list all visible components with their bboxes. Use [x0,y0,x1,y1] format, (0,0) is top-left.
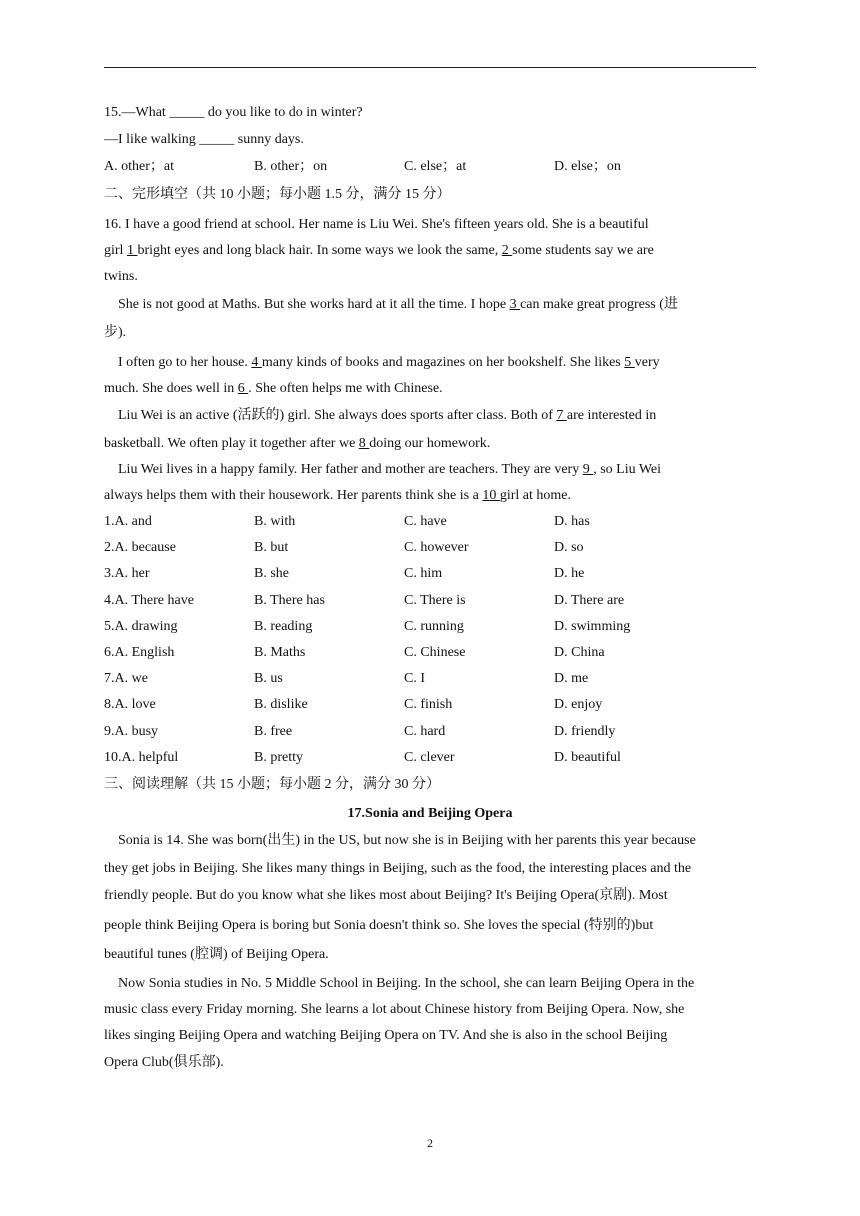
section2-heading: 二、完形填空（共 10 小题；每小题 1.5 分，满分 15 分） [104,187,451,202]
cloze-q8-option-a: 8.A. love [104,697,156,713]
cloze-q1-option-b: B. with [254,514,296,529]
passage1-line-1: 16. I have a good friend at school. Her name is Liu Wei. She's fifteen years old. She is a beautiful [104,217,649,232]
cloze-q9-option-b: B. free [254,723,293,739]
blank-3: 3 [509,297,521,312]
cloze-q4-option-b: B. There has [254,592,325,608]
reading-line-6: Now Sonia studies in No. 5 Middle School in Beijing. In the school, she can learn Beijing Opera in the [118,976,695,991]
q15-option-a: A. other；at [104,159,174,174]
blank-1: 1 [126,243,138,258]
q15-option-b: B. other；on [254,159,328,174]
passage4-line-2: basketball. We often play it together after we 8 doing our homework. [104,436,491,451]
cloze-q10-option-d: D. beautiful [554,749,621,765]
passage2-line-1: She is not good at Maths. But she works hard at it all the time. I hope 3 can make great progress (进 [118,297,678,312]
page-number: 2 [427,1136,433,1150]
reading-line-7: music class every Friday morning. She learns a lot about Chinese history from Beijing Opera. Now, she [104,1002,685,1017]
cloze-q9-option-a: 9.A. busy [104,723,159,739]
cloze-q2-option-a: 2.A. because [104,540,176,556]
header-rule [104,67,756,68]
q15-option-d: D. else；on [554,159,621,174]
cloze-q3-option-d: D. he [554,566,585,582]
cloze-q10-option-c: C. clever [404,749,455,765]
passage3-line-1: I often go to her house. 4 many kinds of books and magazines on her bookshelf. She likes 5 very [118,355,660,370]
cloze-q4-option-c: C. There is [404,592,466,608]
blank-8: 8 [358,436,370,451]
cloze-q5-option-b: B. reading [254,618,313,634]
blank-9: 9 [582,462,594,477]
reading-line-8: likes singing Beijing Opera and watching Beijing Opera on TV. And she is also in the school Beijing [104,1028,668,1043]
cloze-q5-option-a: 5.A. drawing [104,618,178,634]
cloze-q7-option-a: 7.A. we [104,671,148,687]
cloze-q9-option-c: C. hard [404,723,446,739]
cloze-q1-option-c: C. have [404,514,447,529]
reading-line-4: people think Beijing Opera is boring but Sonia doesn't think so. She loves the special (特别的)but [104,918,654,933]
cloze-q6-option-d: D. China [554,645,605,660]
cloze-q8-option-b: B. dislike [254,697,308,713]
cloze-q2-option-b: B. but [254,540,289,556]
cloze-q3-option-c: C. him [404,566,443,582]
passage5-line-2: always helps them with their housework. Her parents think she is a 10 girl at home. [104,488,571,503]
cloze-q1-option-a: 1.A. and [104,514,152,529]
blank-5: 5 [624,355,635,370]
reading-line-5: beautiful tunes (腔调) of Beijing Opera. [104,947,329,962]
cloze-q7-option-c: C. I [404,671,425,687]
passage2-line-2: 步). [104,325,127,340]
cloze-q5-option-c: C. running [404,618,464,634]
cloze-q6-option-b: B. Maths [254,645,306,660]
reading-line-1: Sonia is 14. She was born(出生) in the US, but now she is in Beijing with her parents this year because [118,833,696,848]
reading-title: 17.Sonia and Beijing Opera [347,806,513,821]
cloze-q3-option-b: B. she [254,566,289,582]
cloze-q4-option-d: D. There are [554,592,625,608]
blank-10: 10 [482,488,500,503]
passage1-line-3: twins. [104,269,138,284]
cloze-q7-option-d: D. me [554,671,589,687]
cloze-q6-option-a: 6.A. English [104,645,175,660]
cloze-q2-option-c: C. however [404,540,469,556]
cloze-q3-option-a: 3.A. her [104,566,150,582]
cloze-q10-option-b: B. pretty [254,749,303,765]
reading-line-2: they get jobs in Beijing. She likes many things in Beijing, such as the food, the interesting places and the [104,861,692,876]
passage5-line-1: Liu Wei lives in a happy family. Her father and mother are teachers. They are very 9 , so Liu Wei [118,462,662,477]
passage4-line-1: Liu Wei is an active (活跃的) girl. She always does sports after class. Both of 7 are interested in [118,408,657,423]
passage1-line-2: girl 1 bright eyes and long black hair. In some ways we look the same, 2 some students say we are [104,243,654,258]
passage3-line-2: much. She does well in 6 . She often helps me with Chinese. [104,381,443,396]
blank-6: 6 [237,381,249,396]
cloze-q4-option-a: 4.A. There have [104,592,194,608]
cloze-q2-option-d: D. so [554,540,584,556]
blank-4: 4 [251,355,262,370]
q15-option-c: C. else；at [404,159,467,174]
q15-line-1: 15.—What _____ do you like to do in winter? [104,105,363,120]
reading-line-3: friendly people. But do you know what she likes most about Beijing? It's Beijing Opera(京剧). Most [104,888,668,903]
section3-heading: 三、阅读理解（共 15 小题；每小题 2 分，满分 30 分） [104,777,440,792]
reading-line-9: Opera Club(俱乐部). [104,1055,224,1070]
cloze-q1-option-d: D. has [554,514,590,529]
cloze-q9-option-d: D. friendly [554,723,616,739]
blank-7: 7 [556,408,567,423]
cloze-q10-option-a: 10.A. helpful [104,749,179,765]
q15-line-2: —I like walking _____ sunny days. [104,132,304,147]
blank-2: 2 [501,243,513,258]
cloze-q7-option-b: B. us [254,671,283,687]
cloze-q8-option-d: D. enjoy [554,697,603,713]
cloze-q8-option-c: C. finish [404,697,453,713]
cloze-q6-option-c: C. Chinese [404,645,466,660]
cloze-q5-option-d: D. swimming [554,618,631,634]
